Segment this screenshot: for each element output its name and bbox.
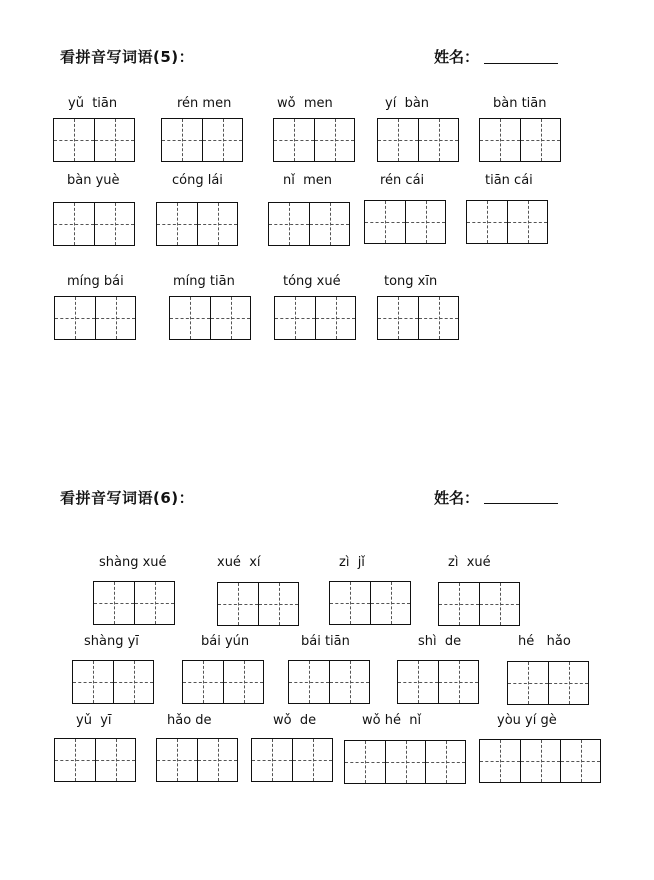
pinyin-label: bái tiān [301, 634, 350, 649]
pinyin-label: tóng xué [283, 274, 341, 289]
pinyin-label: yǔ yī [76, 713, 112, 728]
writing-grid[interactable] [438, 582, 520, 626]
writing-grid[interactable] [268, 202, 350, 246]
writing-grid[interactable] [377, 296, 459, 340]
pinyin-label: yí bàn [385, 96, 430, 111]
section6-title: 看拼音写词语(6)： [60, 489, 195, 507]
section5-name-line[interactable] [484, 63, 558, 64]
pinyin-label: bàn tiān [493, 96, 547, 111]
pinyin-label: nǐ men [283, 173, 333, 188]
section5-title: 看拼音写词语(5)： [60, 48, 195, 66]
writing-grid[interactable] [273, 118, 355, 162]
pinyin-label: shàng xué [99, 555, 167, 570]
writing-grid[interactable] [93, 581, 175, 625]
pinyin-label: shì de [418, 634, 462, 649]
writing-grid[interactable] [479, 118, 561, 162]
section5-name-label: 姓名： [434, 48, 480, 66]
pinyin-label: cóng lái [172, 173, 223, 188]
writing-grid[interactable] [364, 200, 446, 244]
writing-grid[interactable] [53, 118, 135, 162]
writing-grid[interactable] [72, 660, 154, 704]
pinyin-label: tiān cái [485, 173, 533, 188]
pinyin-label: yǔ tiān [68, 96, 118, 111]
writing-grid[interactable] [156, 738, 238, 782]
pinyin-label: míng bái [67, 274, 124, 289]
writing-grid[interactable] [169, 296, 251, 340]
section6-name-label: 姓名： [434, 489, 480, 507]
pinyin-label: rén cái [380, 173, 425, 188]
writing-grid[interactable] [344, 740, 466, 784]
pinyin-label: bái yún [201, 634, 250, 649]
writing-grid[interactable] [53, 202, 135, 246]
writing-grid[interactable] [397, 660, 479, 704]
writing-grid[interactable] [274, 296, 356, 340]
writing-grid[interactable] [54, 296, 136, 340]
section6-name-line[interactable] [484, 503, 558, 504]
pinyin-label: yòu yí gè [497, 713, 557, 728]
writing-grid[interactable] [329, 581, 411, 625]
pinyin-label: míng tiān [173, 274, 235, 289]
writing-grid[interactable] [288, 660, 370, 704]
writing-grid[interactable] [217, 582, 299, 626]
writing-grid[interactable] [479, 739, 601, 783]
writing-grid[interactable] [54, 738, 136, 782]
writing-grid[interactable] [251, 738, 333, 782]
writing-grid[interactable] [182, 660, 264, 704]
writing-grid[interactable] [156, 202, 238, 246]
pinyin-label: shàng yī [84, 634, 139, 649]
pinyin-label: hǎo de [167, 713, 212, 728]
writing-grid[interactable] [466, 200, 548, 244]
pinyin-label: bàn yuè [67, 173, 120, 188]
pinyin-label: tong xīn [384, 274, 438, 289]
writing-grid[interactable] [161, 118, 243, 162]
pinyin-label: wǒ de [273, 713, 317, 728]
pinyin-label: wǒ hé nǐ [362, 713, 422, 728]
pinyin-label: rén men [177, 96, 232, 111]
writing-grid[interactable] [377, 118, 459, 162]
writing-grid[interactable] [507, 661, 589, 705]
pinyin-label: wǒ men [277, 96, 333, 111]
pinyin-label: zì jǐ [339, 555, 365, 570]
pinyin-label: xué xí [217, 555, 261, 570]
pinyin-label: hé hǎo [518, 634, 571, 649]
pinyin-label: zì xué [448, 555, 491, 570]
